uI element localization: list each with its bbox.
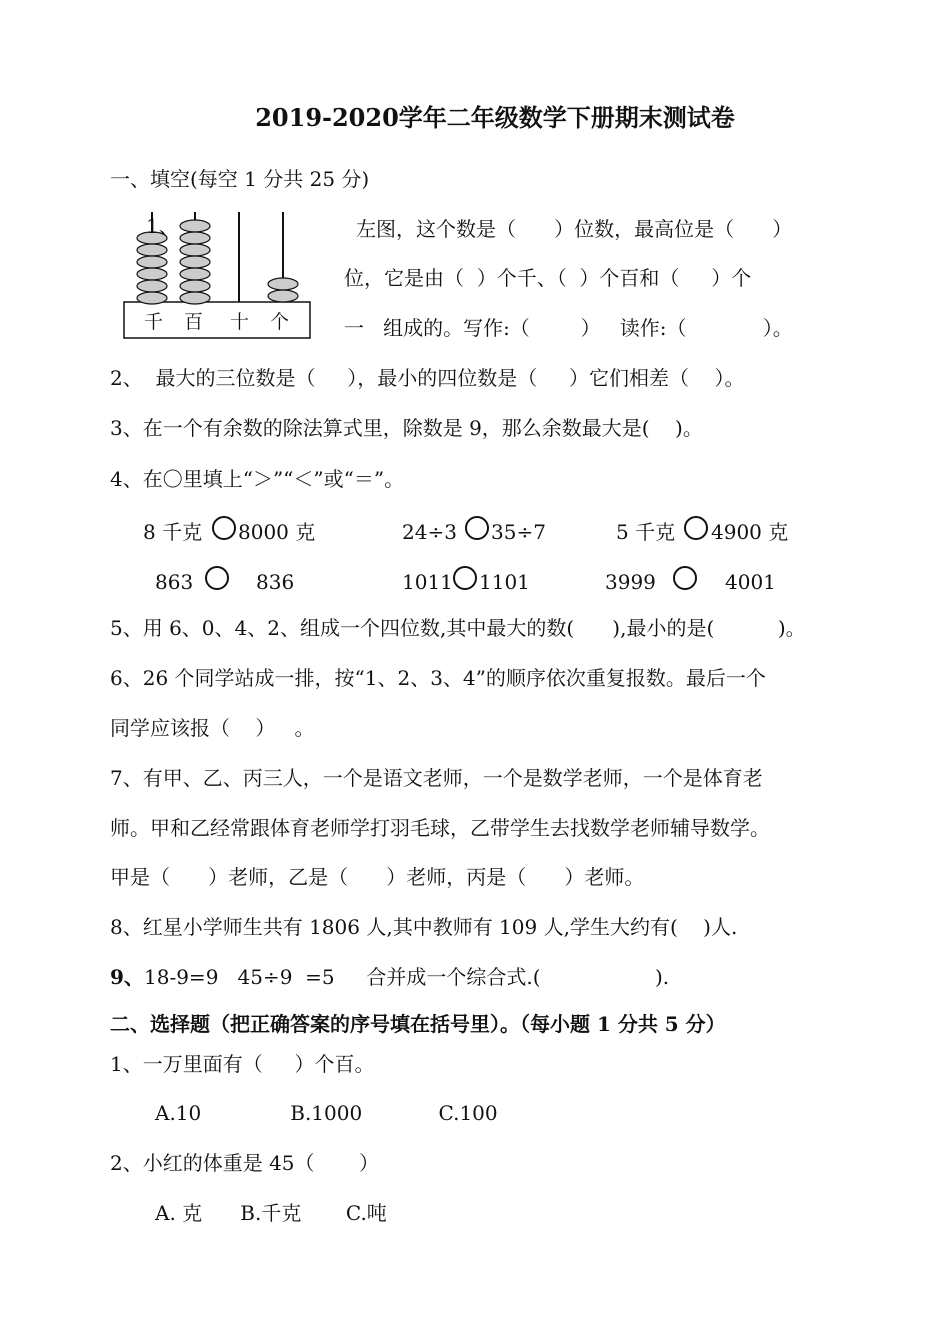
abacus-label-tens: 十: [230, 311, 250, 333]
q6-line-2: 同学应该报（ ） 。: [110, 716, 315, 740]
section2-header: 二、选择题（把正确答案的序号填在括号里）。（每小题 1 分共 5 分）: [110, 1012, 726, 1036]
compare-4-left: 863: [155, 570, 194, 594]
compare-circle: [453, 566, 477, 590]
abacus-label-thousands: 千: [144, 311, 164, 333]
compare-3-right: 4900 克: [711, 520, 789, 544]
q1-line-3: 一 组成的。写作:（ ） 读作:（ ）。: [344, 316, 793, 340]
abacus-label-ones: 个: [270, 311, 290, 333]
q8-text: 8、红星小学师生共有 1806 人,其中教师有 109 人,学生大约有( )人.: [110, 915, 738, 939]
compare-5-right: 1101: [479, 570, 530, 594]
compare-6-left: 3999: [605, 570, 656, 594]
q9-text: 18-9=9 45÷9 =5 合并成一个综合式.( ).: [144, 965, 670, 989]
compare-circle: [684, 516, 708, 540]
q2-text: 2、 最大的三位数是（ ），最小的四位数是（ ）它们相差（ ）。: [110, 366, 745, 390]
compare-circle: [465, 516, 489, 540]
q1-number: 1、: [146, 214, 179, 238]
compare-1-right: 8000 克: [238, 520, 316, 544]
compare-3-left: 5 千克: [616, 520, 676, 544]
compare-1-left: 8 千克: [143, 520, 203, 544]
q6-line-1: 6、26 个同学站成一排，按“1、2、3、4”的顺序依次重复报数。最后一个: [110, 666, 766, 690]
q1-line-2: 位，它是由（ ）个千、（ ）个百和（ ）个: [344, 266, 752, 290]
s2-q2-text: 2、小红的体重是 45（ ）: [110, 1151, 380, 1175]
compare-2-left: 24÷3: [402, 520, 457, 544]
compare-5-left: 1011: [402, 570, 453, 594]
compare-2-right: 35÷7: [491, 520, 546, 544]
compare-4-right: 836: [256, 570, 295, 594]
s2-q1-text: 1、一万里面有（ ）个百。: [110, 1052, 375, 1076]
compare-circle: [212, 516, 236, 540]
q1-line-1: 左图，这个数是（ ）位数，最高位是（ ）: [356, 217, 793, 241]
q4-text: 4、在〇里填上“＞”“＜”或“＝”。: [110, 467, 405, 491]
compare-circle: [673, 566, 697, 590]
q9-number: 9、: [110, 965, 144, 989]
s2-q2-options: A. 克 B.千克 C.吨: [155, 1201, 387, 1225]
q7-line-2: 师。甲和乙经常跟体育老师学打羽毛球，乙带学生去找数学老师辅导数学。: [110, 816, 770, 840]
compare-6-right: 4001: [725, 570, 776, 594]
s2-q1-options: A.10 B.1000 C.100: [155, 1101, 498, 1125]
abacus-label-hundreds: 百: [184, 311, 204, 333]
q7-line-1: 7、有甲、乙、丙三人，一个是语文老师，一个是数学老师，一个是体育老: [110, 766, 763, 790]
page-title: 2019-2020学年二年级数学下册期末测试卷: [255, 103, 735, 132]
q5-text: 5、用 6、0、4、2、组成一个四位数,其中最大的数( ),最小的是( )。: [110, 616, 806, 640]
section1-header: 一、填空(每空 1 分共 25 分): [110, 167, 370, 191]
compare-circle: [205, 566, 229, 590]
q7-line-3: 甲是（ ）老师，乙是（ ）老师，丙是（ ）老师。: [110, 865, 645, 889]
q3-text: 3、在一个有余数的除法算式里，除数是 9，那么余数最大是( )。: [110, 416, 703, 440]
